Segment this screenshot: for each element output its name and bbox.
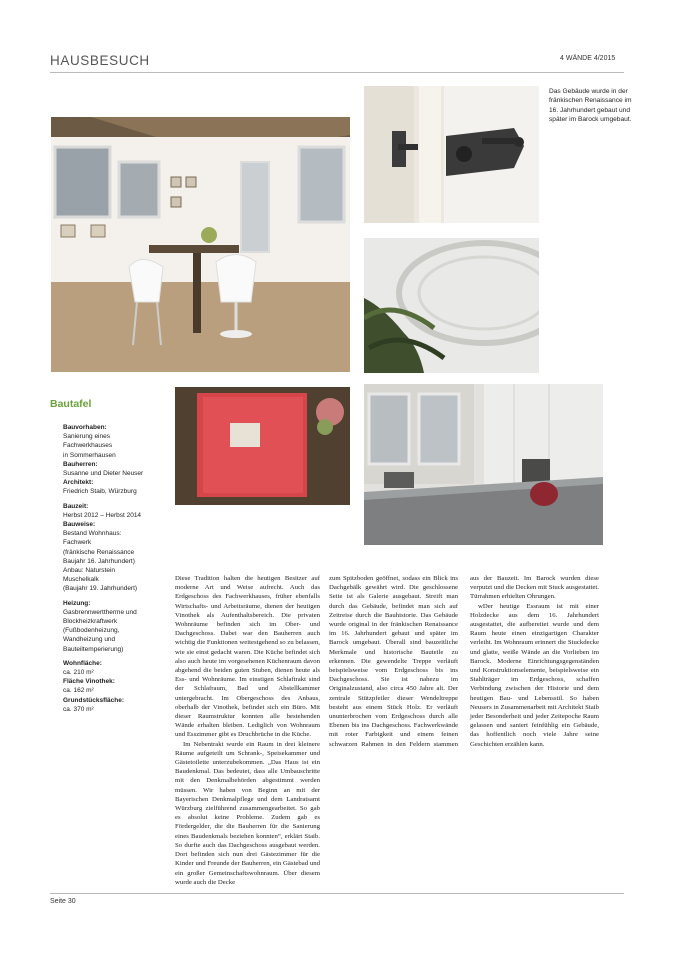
- factbox-label: Bauherren:: [63, 460, 98, 468]
- factbox-label: Bauvorhaben:: [63, 424, 107, 431]
- factbox-label: Bauweise:: [63, 521, 96, 529]
- factbox-line: Anbau: Naturstein: [63, 567, 116, 575]
- factbox-group-grundstueck: [63, 696, 153, 714]
- issue-label: 4 WÄNDE 4/2015: [560, 55, 616, 62]
- header-divider: [50, 72, 624, 73]
- factbox-line: Friedrich Staib, Würzburg: [63, 488, 137, 496]
- factbox-line: (fränkische Renaissance: [63, 548, 135, 556]
- factbox-line: Susanne und Dieter Neuser: [63, 470, 144, 478]
- factbox-line: (Fußbodenheizung,: [63, 627, 120, 635]
- factbox-group-heizung: [63, 599, 153, 654]
- photo-kitchen: [364, 384, 603, 545]
- factbox-group-bauweise: [63, 520, 153, 594]
- factbox-label: Architekt:: [63, 479, 94, 487]
- factbox-label: Heizung:: [63, 599, 91, 607]
- photo-stucco-ceiling: [364, 238, 539, 373]
- article-paragraph: zum Spitzboden geöffnet, sodass ein Blick ins Dachgebälk gewährt wird. Die geschlossene Seite ist als Galerie ausgebaut. Streift man durch das Gebäude, befindet man sich auf Zeitreise durch die Bauhistorie. Das Gebäude wurde original in der fränkischen Renaissance im 16. Jahrhundert gebaut und später im Barock umgebaut. Überall sind bauzeitliche Merkmale und historische Bauteile zu erkennen. Die gewendelte Treppe verläuft beispielsweise vom Erdgeschoss bis ins Dachgeschoss. Sie ist nahezu im Originalzustand, also circa 450 Jahre alt. Der zentrale Stützpfeiler dieser Wendeltreppe besteht aus einem Stück Holz. Er verläuft ununterbrochen vom Erdgeschoss durch alle Ebenen bis ins Dachgeschoss. Fachwerkwände mit roter Farbigkeit und einem feinen schwarzen Rahmen in den Feldern stammen aus der Bauzeit. Im Barock wurden diese verputzt und die Decken mit Stuck ausgestattet. Türrahmen erhielten Ohrungen.: [329, 575, 599, 748]
- factbox-line: Gasbrennwerttherme und: [63, 608, 137, 616]
- factbox-line: Bauteiltemperierung): [63, 645, 124, 653]
- factbox-line: Fachwerkhauses: [63, 442, 113, 450]
- section-title: HAUSBESUCH: [50, 53, 150, 68]
- photo-dining-room: [51, 117, 350, 372]
- article-paragraph: Im Nebentrakt wurde ein Raum in drei kleinere Räume aufgeteilt um Schrank-, Speisekammer und Gästetoilette unterzubekommen. „Das Haus ist ein Baudenkmal. Das bedeutet, dass alle Umbauschritte mit den Denkmalbehörden abgestimmt werden müssen. Wir haben von Beginn an mit der Bayerischen Denkmalpflege und dem Landratsamt Würzburg zielführend zusammengearbeitet. So gab es absolut keine Probleme. Zudem gab es Fördergelder, die die Bauherren für die Sanierung eines Baudenkmals beziehen konnten“, erklärt Staib. So durfte auch das Dachgeschoss ausgebaut werden. Dort befinden sich nun drei Gästezimmer für die Kinder und Freunde der Bauherren, ein Gästebad und ein großer Gemeinschaftswohnraum. Über diesem wurde auch die Decke: [175, 740, 320, 886]
- photo-red-book: [175, 387, 350, 505]
- article-column-1: [175, 574, 320, 887]
- factbox-group-architekt: [63, 478, 153, 496]
- article-columns-2-3: [329, 574, 599, 749]
- factbox-line: ca. 370 m²: [63, 705, 94, 713]
- factbox: [63, 423, 153, 714]
- factbox-line: Blockheizkraftwerk: [63, 618, 118, 626]
- page-number: Seite 30: [50, 898, 76, 905]
- factbox-group-bauzeit: [63, 502, 153, 520]
- factbox-label: Fläche Vinothek:: [63, 678, 115, 686]
- factbox-group-vinothek: [63, 677, 153, 695]
- article-paragraph: wDer heutige Essraum ist mit einer Holzdecke aus dem 16. Jahrhundert ausgestattet, die aufbereitet wurde und dem Raum heute einen einzigartigen Charakter verleiht. Im Wohnraum erinnert die Stuckdecke und glatte, weiße Wände an die Vorlieben im Barock. Moderne Einrichtungsgegenständen und Konstruktionselemente, beispielsweise ein Stahlträger im Erdgeschoss, schaffen Verbindung zwischen der Historie und dem heutigen Bau- und Lebensstil. So haben Neusers in Zusammenarbeit mit Architekt Staib jeder Besonderheit und jeder Zeitepoche Raum gelassen und saniert feinfühlig ein Gebäude, das hoffentlich noch viele Jahre seine Geschichten erzählen kann.: [470, 602, 599, 748]
- footer-divider: [50, 893, 624, 894]
- factbox-line: Sanierung eines: [63, 433, 110, 441]
- factbox-line: Muschelkalk: [63, 576, 99, 584]
- factbox-label: Grundstücksfläche:: [63, 696, 125, 704]
- factbox-label: Bauzeit:: [63, 502, 89, 510]
- photo-door-lock: [364, 86, 539, 223]
- article-paragraph: Diese Tradition halten die heutigen Besitzer auf moderne Art und Weise aufrecht. Auch das Erdgeschoss des Fachwerkhauses, früher ebenfalls Wirtschafts- und Arbeitsräume, dienen der heutigen Vinothek als Aufenthaltsbereich. Die privaten Wohnräume befinden sich im Ober- und Dachgeschoss. Dabei war den Bauherren auch wichtig die Funktionen weitestgehend so zu belassen, wie sie einst gedacht waren. Die Küche befindet sich also auch heute im vorgesehenen Küchenraum davon abgehend die beiden guten Stuben, dienen heute als Ess- und Wohnräume. Im einstigen Schlaftrakt sind der Schlafraum, Bad und Abstellkammer untergebracht. Im Obergeschoss des Anbaus, oberhalb der Vinothek, befindet sich ein Büro. Mit dieser Raumstruktur konnten alle bestehenden Wände erhalten bleiben. Lediglich von Wohnraum und Esszimmer gibt es Druchbrüche in die Küche.: [175, 575, 320, 739]
- factbox-label: Wohnfläche:: [63, 659, 102, 667]
- factbox-line: ca. 210 m²: [63, 669, 94, 677]
- factbox-line: Wandheizung und: [63, 636, 116, 644]
- factbox-line: Bestand Wohnhaus:: [63, 530, 122, 538]
- factbox-group-bauvorhaben: [63, 423, 153, 460]
- factbox-line: in Sommerhausen: [63, 451, 116, 459]
- factbox-group-bauherren: [63, 460, 153, 478]
- factbox-group-wohnflaeche: [63, 659, 153, 677]
- factbox-title: Bautafel: [50, 398, 92, 410]
- factbox-line: Baujahr 16. Jahrhundert): [63, 557, 135, 565]
- factbox-line: ca. 162 m²: [63, 687, 94, 695]
- factbox-line: Herbst 2012 – Herbst 2014: [63, 511, 142, 519]
- factbox-line: Fachwerk: [63, 539, 92, 547]
- photo-caption: Das Gebäude wurde in der fränkischen Renaissance im 16. Jahrhundert gebaut und später im Barock umgebaut.: [549, 88, 632, 123]
- factbox-line: (Baujahr 19. Jahrhundert): [63, 585, 138, 593]
